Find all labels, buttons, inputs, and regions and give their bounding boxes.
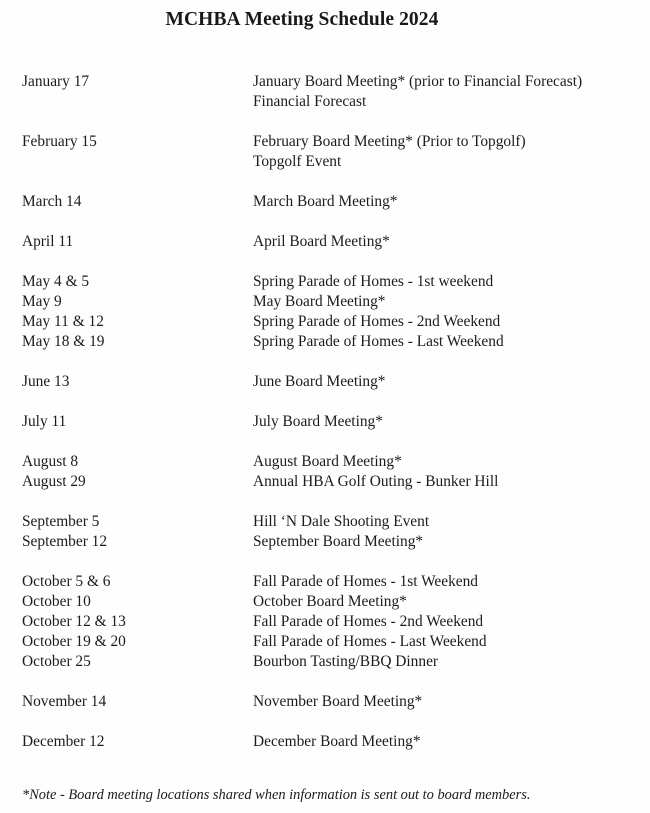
schedule-list: [0, 72, 650, 772]
schedule-row-date: October 10: [22, 593, 91, 610]
schedule-row-description: Fall Parade of Homes - 1st Weekend: [253, 573, 479, 590]
schedule-row-description: Spring Parade of Homes - 1st weekend: [253, 273, 494, 290]
schedule-row: [0, 452, 650, 472]
schedule-row-date: May 4 & 5: [22, 273, 90, 290]
schedule-row: [0, 192, 650, 212]
schedule-row-description: Fall Parade of Homes - Last Weekend: [253, 633, 487, 650]
month-block-september: [0, 512, 650, 552]
schedule-row-description: April Board Meeting*: [253, 233, 390, 250]
month-block-june: [0, 372, 650, 392]
schedule-row: [0, 232, 650, 252]
schedule-row-description: February Board Meeting* (Prior to Topgolf): [253, 133, 526, 150]
month-block-december: [0, 732, 650, 752]
schedule-row-date: August 8: [22, 453, 79, 470]
schedule-row-description: Bourbon Tasting/BBQ Dinner: [253, 653, 439, 670]
schedule-row-date: August 29: [22, 473, 86, 490]
month-block-january: [0, 72, 650, 112]
month-block-april: [0, 232, 650, 252]
schedule-row-description: June Board Meeting*: [253, 373, 386, 390]
schedule-row-date: July 11: [22, 413, 67, 430]
month-block-july: [0, 412, 650, 432]
schedule-row-date: April 11: [22, 233, 74, 250]
schedule-row-date: September 5: [22, 513, 100, 530]
month-block-february: [0, 132, 650, 172]
schedule-row-description: September Board Meeting*: [253, 533, 424, 550]
month-block-november: [0, 692, 650, 712]
schedule-row-date: January 17: [22, 73, 90, 90]
schedule-row-date: May 11 & 12: [22, 313, 104, 330]
schedule-row: [0, 572, 650, 592]
schedule-row: [0, 272, 650, 292]
schedule-row-description: Spring Parade of Homes - Last Weekend: [253, 333, 504, 350]
schedule-row-date: October 19 & 20: [22, 633, 126, 650]
schedule-row-description: October Board Meeting*: [253, 593, 407, 610]
schedule-row: [0, 532, 650, 552]
schedule-row-date: May 18 & 19: [22, 333, 105, 350]
month-block-may: [0, 272, 650, 352]
schedule-row: [0, 652, 650, 672]
schedule-row: [0, 72, 650, 92]
schedule-row: [0, 152, 650, 172]
schedule-row-date: February 15: [22, 133, 97, 150]
schedule-row: [0, 92, 650, 112]
month-block-august: [0, 452, 650, 492]
schedule-row: [0, 732, 650, 752]
schedule-row-description: July Board Meeting*: [253, 413, 383, 430]
schedule-row: [0, 612, 650, 632]
month-block-march: [0, 192, 650, 212]
schedule-row-description: Annual HBA Golf Outing - Bunker Hill: [253, 473, 499, 490]
schedule-row-date: December 12: [22, 733, 105, 750]
schedule-row: [0, 132, 650, 152]
schedule-row-date: June 13: [22, 373, 70, 390]
schedule-row-date: March 14: [22, 193, 82, 210]
schedule-row: [0, 472, 650, 492]
schedule-row-date: November 14: [22, 693, 107, 710]
schedule-row: [0, 292, 650, 312]
schedule-row-date: October 5 & 6: [22, 573, 111, 590]
schedule-row-date: May 9: [22, 293, 62, 310]
schedule-row: [0, 372, 650, 392]
schedule-row-description: May Board Meeting*: [253, 293, 386, 310]
schedule-row-description: Hill ‘N Dale Shooting Event: [253, 513, 430, 530]
month-block-october: [0, 572, 650, 672]
schedule-row-date: October 12 & 13: [22, 613, 126, 630]
schedule-row-date: October 25: [22, 653, 91, 670]
schedule-row-description: Fall Parade of Homes - 2nd Weekend: [253, 613, 484, 630]
schedule-row-description: December Board Meeting*: [253, 733, 421, 750]
schedule-row-description: Spring Parade of Homes - 2nd Weekend: [253, 313, 501, 330]
schedule-row-description: March Board Meeting*: [253, 193, 398, 210]
schedule-row: [0, 412, 650, 432]
schedule-row: [0, 632, 650, 652]
schedule-row-description: November Board Meeting*: [253, 693, 423, 710]
page-title: MCHBA Meeting Schedule 2024: [165, 9, 439, 30]
schedule-row: [0, 692, 650, 712]
schedule-row: [0, 332, 650, 352]
schedule-row-description: Financial Forecast: [253, 93, 367, 110]
schedule-row: [0, 512, 650, 532]
footnote-note: *Note - Board meeting locations shared when information is sent out to board members.: [22, 787, 531, 803]
schedule-row-description: August Board Meeting*: [253, 453, 402, 470]
schedule-row: [0, 312, 650, 332]
schedule-row-date: September 12: [22, 533, 108, 550]
schedule-row-description: January Board Meeting* (prior to Financial Forecast): [253, 73, 583, 90]
schedule-row-description: Topgolf Event: [253, 153, 342, 170]
schedule-row: [0, 592, 650, 612]
